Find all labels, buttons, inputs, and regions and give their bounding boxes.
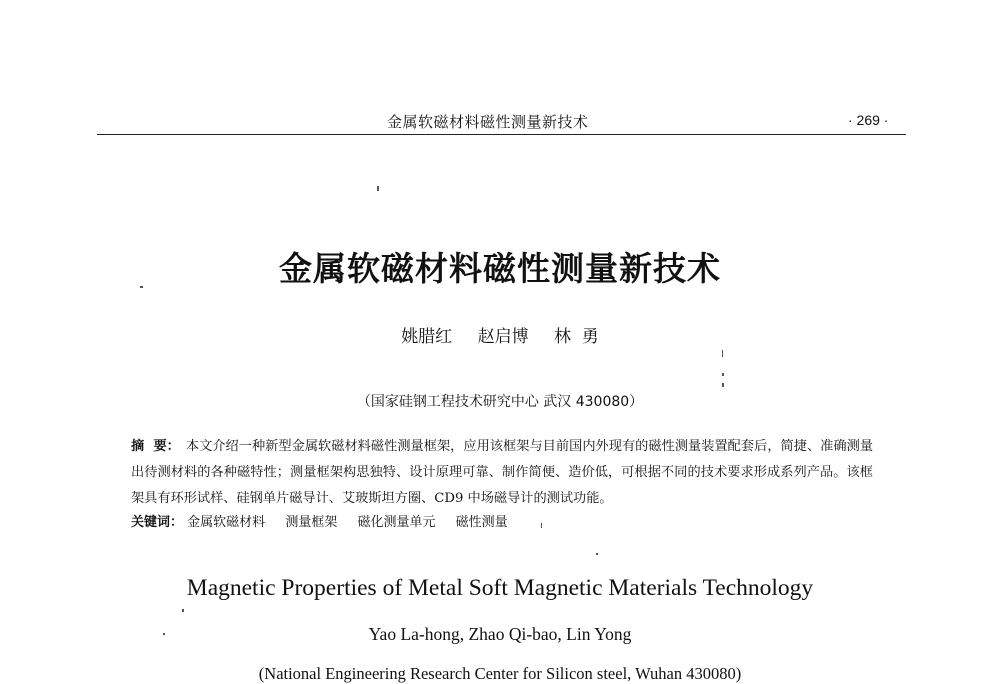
abstract-text: 本文介绍一种新型金属软磁材料磁性测量框架，应用该框架与目前国内外现有的磁性测量装置配套后，简捷、准确测量出待测材料的各种磁特性；测量框架构思独特、设计原理可靠、制作简便、造价低，可根据不同的技术要求形成系列产品。该框架具有环形试样、硅钢单片磁导计、艾玻斯坦方圈、CD9 中场磁导计的测试功能。 — [131, 439, 874, 506]
author-name-zh: 林 勇 — [554, 327, 599, 347]
scan-speck — [163, 633, 165, 635]
keyword: 金属软磁材料 — [187, 515, 266, 530]
scan-speck — [182, 609, 184, 612]
author-name-zh: 赵启博 — [477, 327, 529, 347]
keyword: 磁化测量单元 — [357, 515, 436, 530]
author-name-zh: 姚腊红 — [401, 327, 453, 347]
keywords-line — [131, 511, 873, 530]
keywords-label: 关键词： — [131, 515, 184, 530]
page-number: · 269 · — [848, 112, 889, 128]
author-list-en: Yao La-hong, Zhao Qi-bao, Lin Yong — [368, 624, 632, 644]
keyword: 磁性测量 — [455, 515, 508, 530]
scan-speck — [722, 383, 724, 387]
scan-speck — [541, 523, 542, 528]
scan-speck — [140, 286, 143, 288]
abstract-paragraph — [131, 434, 873, 512]
scan-speck — [722, 373, 724, 376]
abstract-label: 摘 要： — [131, 439, 180, 454]
paper-title-zh: 金属软磁材料磁性测量新技术 — [279, 249, 721, 288]
author-list-zh — [0, 322, 1000, 347]
header-rule — [97, 134, 906, 135]
affiliation-zh: （国家硅钢工程技术研究中心 武汉 430080） — [356, 394, 644, 410]
scan-speck — [596, 553, 598, 555]
scan-speck — [377, 186, 379, 191]
scan-speck — [722, 350, 723, 357]
keyword: 测量框架 — [285, 515, 338, 530]
affiliation-en: (National Engineering Research Center for Silicon steel, Wuhan 430080) — [258, 664, 742, 683]
running-header — [0, 111, 1000, 133]
running-head-title: 金属软磁材料磁性测量新技术 — [387, 113, 589, 131]
paper-title-en: Magnetic Properties of Metal Soft Magnetic Materials Technology — [186, 575, 814, 601]
